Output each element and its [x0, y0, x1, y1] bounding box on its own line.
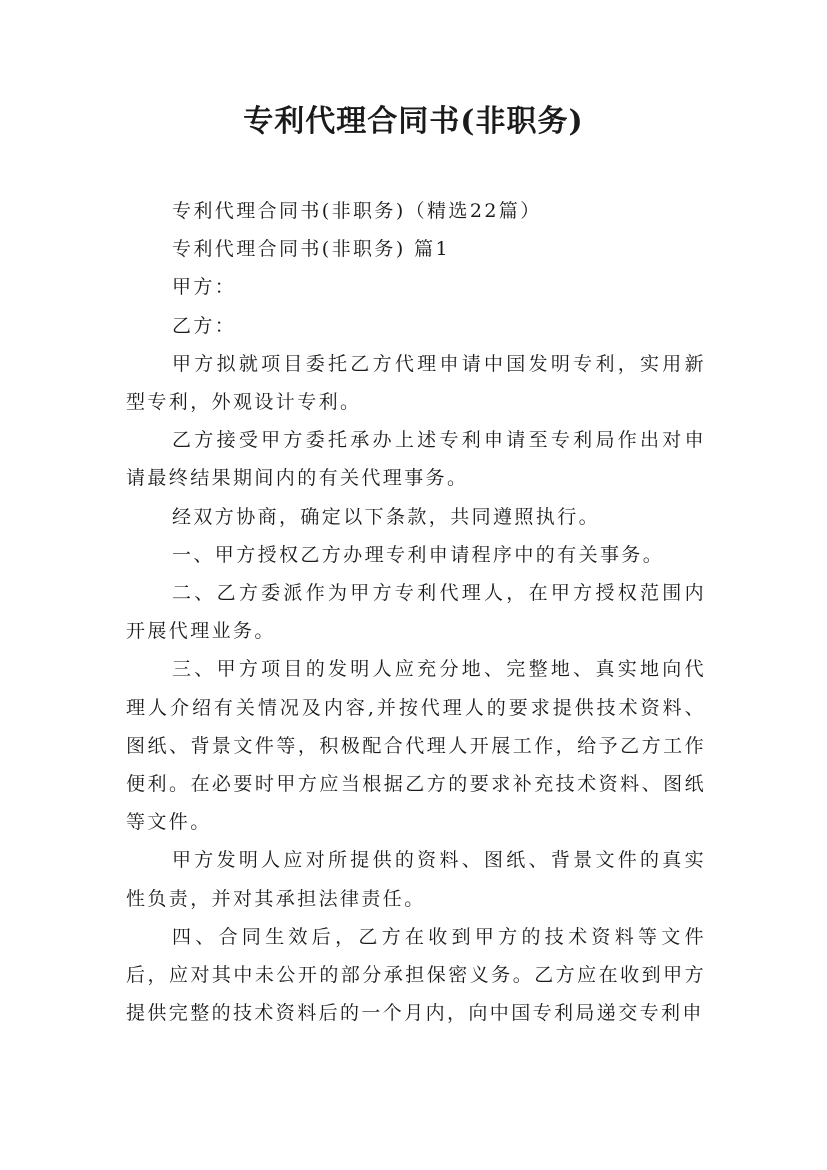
- paragraph: 经双方协商，确定以下条款，共同遵照执行。: [172, 505, 601, 528]
- document-body: [126, 192, 706, 1032]
- paragraph-subtitle: 专利代理合同书(非职务)（精选22篇）: [172, 200, 542, 222]
- paragraph: 乙方接受甲方委托承办上述专利申请至专利局作出对申请最终结果期间内的有关代理事务。: [126, 429, 706, 490]
- paragraph-clause-2: 二、乙方委派作为甲方专利代理人，在甲方授权范围内开展代理业务。: [126, 582, 706, 643]
- paragraph-clause-1: 一、甲方授权乙方办理专利申请程序中的有关事务。: [172, 543, 665, 566]
- paragraph-section-heading: 专利代理合同书(非职务) 篇1: [172, 238, 450, 261]
- paragraph: 甲方发明人应对所提供的资料、图纸、背景文件的真实性负责，并对其承担法律责任。: [126, 849, 706, 910]
- document-title: 专利代理合同书(非职务): [243, 104, 584, 139]
- paragraph: 甲方拟就项目委托乙方代理申请中国发明专利，实用新型专利，外观设计专利。: [126, 352, 706, 414]
- paragraph-clause-3: 三、甲方项目的发明人应充分地、完整地、真实地向代理人介绍有关情况及内容,并按代理人的要求提供技术资料、图纸、背景文件等，积极配合代理人开展工作，给予乙方工作便利。在必要时甲方应当根据乙方的要求补充技术资料、图纸等文件。: [126, 658, 706, 834]
- paragraph-party-a: 甲方：: [172, 276, 237, 299]
- paragraph-party-b: 乙方：: [172, 314, 237, 337]
- paragraph-clause-4: 四、合同生效后，乙方在收到甲方的技术资料等文件后，应对其中未公开的部分承担保密义务。乙方应在收到甲方提供完整的技术资料后的一个月内，向中国专利局递交专利申: [126, 925, 706, 1025]
